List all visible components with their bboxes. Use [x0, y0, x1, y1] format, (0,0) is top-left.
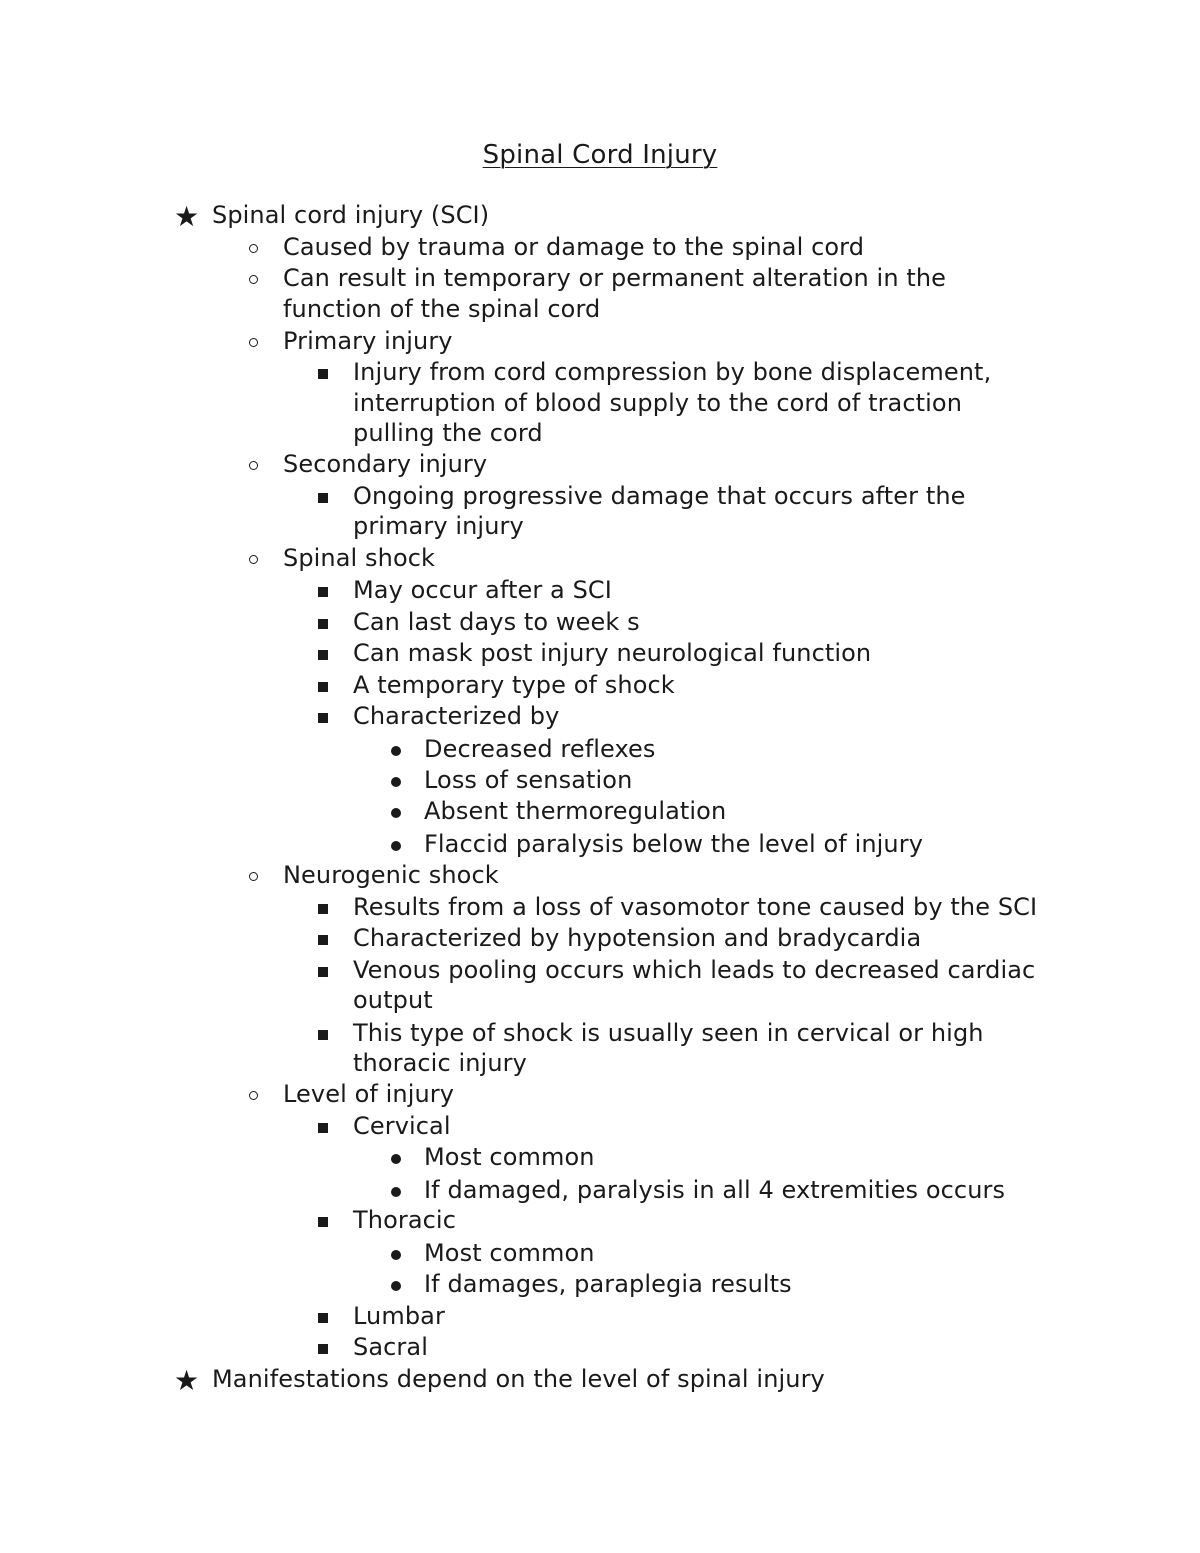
circle-bullet-icon — [249, 1091, 258, 1100]
list-item: Sacral — [353, 1333, 428, 1361]
square-bullet-icon — [318, 587, 328, 597]
list-item: Caused by trauma or damage to the spinal cord — [283, 233, 865, 261]
list-item: Lumbar — [353, 1302, 445, 1330]
list-item: Venous pooling occurs which leads to decreased cardiac — [353, 956, 1036, 984]
dot-bullet-icon — [391, 746, 401, 756]
square-bullet-icon — [318, 935, 328, 945]
list-item-continuation: primary injury — [353, 512, 524, 540]
square-bullet-icon — [318, 904, 328, 914]
star-bullet-icon: ★ — [174, 1364, 200, 1397]
dot-bullet-icon — [391, 1154, 401, 1164]
list-item: Spinal cord injury (SCI) — [212, 201, 490, 229]
list-item: Most common — [424, 1143, 595, 1171]
square-bullet-icon — [318, 619, 328, 629]
star-bullet-icon: ★ — [174, 200, 200, 233]
square-bullet-icon — [318, 682, 328, 692]
page-title: Spinal Cord Injury — [482, 140, 718, 170]
list-item: Level of injury — [283, 1080, 455, 1108]
dot-bullet-icon — [391, 808, 401, 818]
circle-bullet-icon — [249, 461, 258, 470]
square-bullet-icon — [318, 1344, 328, 1354]
circle-bullet-icon — [249, 872, 258, 881]
square-bullet-icon — [318, 967, 328, 977]
square-bullet-icon — [318, 1030, 328, 1040]
list-item: Characterized by — [353, 702, 560, 730]
list-item: Secondary injury — [283, 450, 488, 478]
dot-bullet-icon — [391, 1250, 401, 1260]
circle-bullet-icon — [249, 244, 258, 253]
list-item: Cervical — [353, 1112, 451, 1140]
circle-bullet-icon — [249, 275, 258, 284]
list-item: Thoracic — [353, 1206, 456, 1234]
circle-bullet-icon — [249, 555, 258, 564]
list-item: If damaged, paralysis in all 4 extremities occurs — [424, 1176, 1006, 1204]
list-item-continuation: output — [353, 986, 433, 1014]
list-item: This type of shock is usually seen in cervical or high — [353, 1019, 984, 1047]
square-bullet-icon — [318, 1313, 328, 1323]
dot-bullet-icon — [391, 841, 401, 851]
list-item: Neurogenic shock — [283, 861, 499, 889]
list-item: Ongoing progressive damage that occurs after the — [353, 482, 966, 510]
list-item: Loss of sensation — [424, 766, 633, 794]
list-item: Manifestations depend on the level of spinal injury — [212, 1365, 825, 1393]
list-item: Injury from cord compression by bone displacement, — [353, 358, 992, 386]
list-item: Results from a loss of vasomotor tone caused by the SCI — [353, 893, 1038, 921]
list-item-continuation: interruption of blood supply to the cord of traction — [353, 389, 963, 417]
list-item: Characterized by hypotension and bradycardia — [353, 924, 922, 952]
list-item: Decreased reflexes — [424, 735, 656, 763]
list-item: Can result in temporary or permanent alteration in the — [283, 264, 947, 292]
list-item-continuation: thoracic injury — [353, 1049, 527, 1077]
list-item: May occur after a SCI — [353, 576, 612, 604]
list-item-continuation: pulling the cord — [353, 419, 543, 447]
list-item: Can mask post injury neurological function — [353, 639, 872, 667]
square-bullet-icon — [318, 1217, 328, 1227]
dot-bullet-icon — [391, 1281, 401, 1291]
square-bullet-icon — [318, 650, 328, 660]
circle-bullet-icon — [249, 338, 258, 347]
list-item: Absent thermoregulation — [424, 797, 727, 825]
list-item: Spinal shock — [283, 544, 436, 572]
list-item: A temporary type of shock — [353, 671, 675, 699]
list-item: Most common — [424, 1239, 595, 1267]
dot-bullet-icon — [391, 1187, 401, 1197]
dot-bullet-icon — [391, 777, 401, 787]
square-bullet-icon — [318, 713, 328, 723]
square-bullet-icon — [318, 369, 328, 379]
list-item: Flaccid paralysis below the level of injury — [424, 830, 924, 858]
list-item-continuation: function of the spinal cord — [283, 295, 601, 323]
list-item: If damages, paraplegia results — [424, 1270, 792, 1298]
square-bullet-icon — [318, 1123, 328, 1133]
list-item: Primary injury — [283, 327, 453, 355]
list-item: Can last days to week s — [353, 608, 640, 636]
square-bullet-icon — [318, 493, 328, 503]
